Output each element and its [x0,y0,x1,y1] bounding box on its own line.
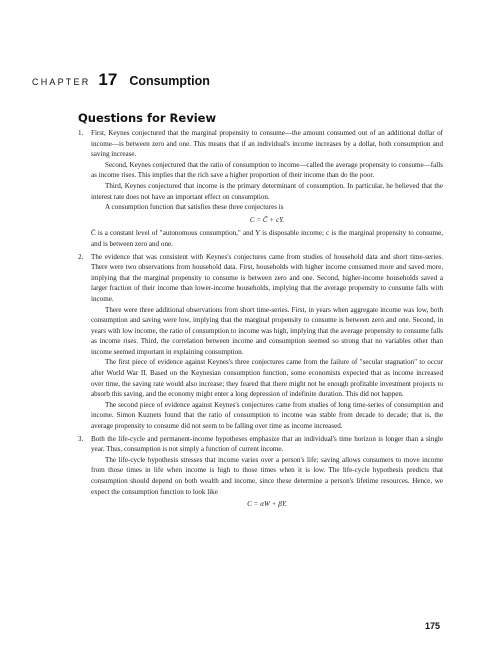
question-number: 3. [78,434,84,443]
life-cycle-formula: C = αW + βY. [247,500,287,509]
paragraph: Both the life-cycle and permanent-income hypotheses emphasize that an individual's time horizon is longer than a single year. Thus, consumption is not simply a function of current income. [91,434,443,454]
paragraph: Second, Keynes conjectured that the ratio of consumption to income—called the average propensity to consume—falls as income rises. This implies that the rich save a higher proportion of their income than do the poor. [91,160,443,180]
question-number: 1. [78,129,84,137]
page-number: 175 [425,621,441,631]
question-2 [78,252,443,432]
paragraph: There were three additional observations from short time-series. First, in years when aggregate income was low, both consumption and saving were low, implying that the marginal propensity to consume is between zero and one. Second, in years with low income, the ratio of consumption to income was high, implying that the average propensity to consume falls as income rises. Third, the correlation between income and consumption seemed so strong that no variables other than income seemed important in explaining consumption. [91,305,443,356]
paragraph: The second piece of evidence against Keynes's conjectures came from studies of long time-series of consumption and income. Simon Kuznets found that the ratio of consumption to income was stable from decade to decade; that is, the average propensity to consume did not seem to be falling over time as income increased. [91,400,443,431]
question-number: 2. [78,252,84,261]
consumption-function-formula: C = C̄ + cY. [249,215,285,224]
review-questions [78,128,443,513]
chapter-label: CHAPTER [32,77,91,87]
paragraph: First, Keynes conjectured that the marginal propensity to consume—the amount consumed out of an additional dollar of income—is between zero and one. This means that if an individual's income increases by a dollar, both consumption and saving increase. [91,129,443,159]
chapter-title: Consumption [129,74,210,88]
paragraph: The evidence that was consistent with Keynes's conjectures came from studies of household data and short time-series. There were two observations from household data. First, households with higher income consumed more and saved more, implying that the marginal propensity to consume is between zero and one. Second, higher-income households saved a larger fraction of their income than lower-income households, implying that the average propensity to consume falls with income. [91,252,443,303]
paragraph: A consumption function that satisfies these three conjectures is [105,203,284,212]
section-title: Questions for Review [78,111,217,125]
paragraph: The first piece of evidence against Keynes's three conjectures came from the failure of "secular stagnation" to occur after World War II. Based on the Keynesian consumption function, some economists expected that as income increased over time, the saving rate would also increase; they feared that there might not be enough profitable investment projects to absorb this saving, and the economy might enter a long depression of indefinite duration. This did not happen. [91,358,443,399]
paragraph: Third, Keynes conjectured that income is the primary determinant of consumption. In particular, he believed that the interest rate does not have an important effect on consumption. [91,181,443,201]
paragraph: C̄ is a constant level of "autonomous consumption," and Y is disposable income; c is the marginal propensity to consume, and is between zero and one. [91,229,443,248]
question-3 [78,434,443,510]
chapter-header [32,70,210,90]
paragraph: The life-cycle hypothesis stresses that income varies over a person's life; saving allows consumers to move income from those times in life when income is high to those times when it is low. The life-cycle hypothesis predicts that consumption should depend on both wealth and income, since these determine a person's lifetime resources. Hence, we expect the consumption function to look like [91,455,443,496]
chapter-number: 17 [98,70,118,89]
question-1 [78,128,443,250]
